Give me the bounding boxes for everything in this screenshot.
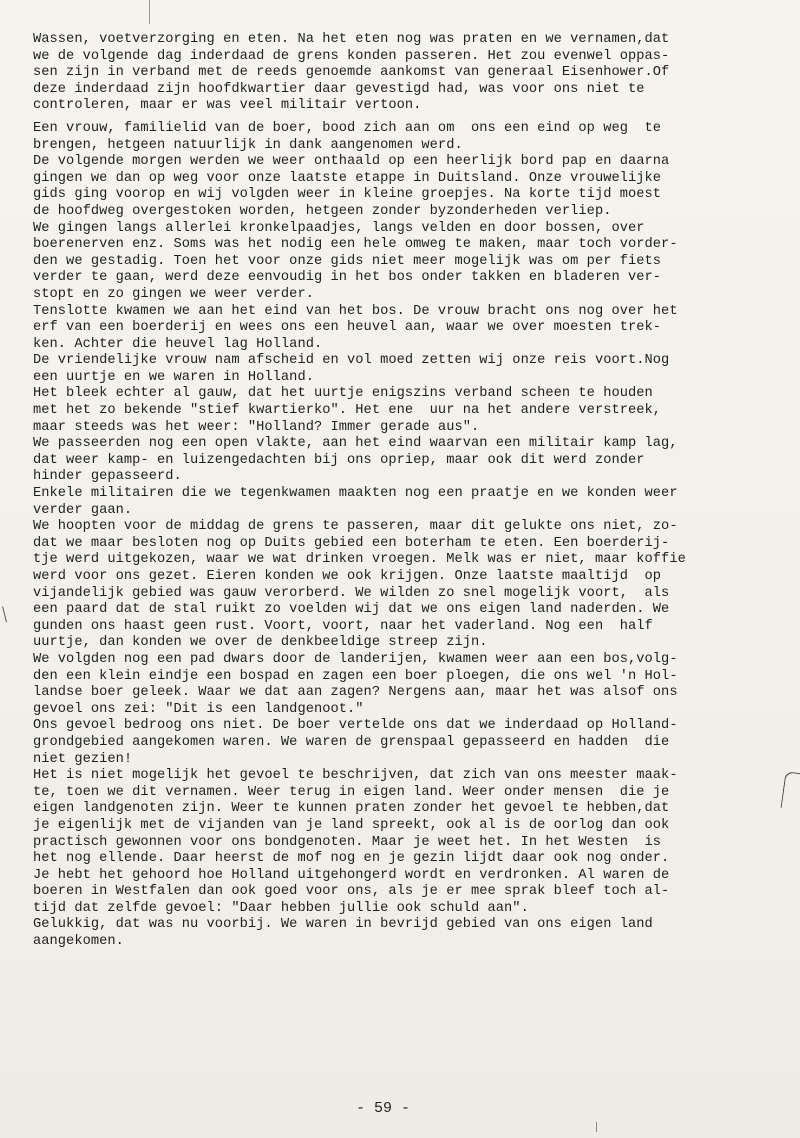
text-line: we de volgende dag inderdaad de grens konden passeren. Het zou evenwel oppas- bbox=[33, 48, 670, 64]
text-line: De volgende morgen werden we weer onthaald op een heerlijk bord pap en daarna bbox=[33, 154, 670, 170]
text-line: verder te gaan, werd deze eenvoudig in het bos onder takken en bladeren ver- bbox=[33, 270, 662, 286]
text-line: controleren, maar er was veel militair vertoon. bbox=[33, 98, 422, 114]
text-line: uurtje, dan konden we over de denkbeeldige streep zijn. bbox=[33, 635, 488, 651]
text-line: We passeerden nog een open vlakte, aan het eind waarvan een militair kamp lag, bbox=[33, 436, 678, 452]
text-line: boeren in Westfalen dan ook goed voor ons, als je er mee sprak bleef toch al- bbox=[33, 884, 670, 900]
text-line: Je hebt het gehoord hoe Holland uitgehongerd wordt en verdronken. Al waren de bbox=[33, 867, 670, 883]
text-line: een uurtje en we waren in Holland. bbox=[33, 369, 314, 385]
text-line: niet gezien! bbox=[33, 751, 133, 767]
text-line: dat weer kamp- en luizengedachten bij ons opriep, maar ook dit werd zonder bbox=[33, 452, 645, 468]
text-line: stopt en zo gingen we weer verder. bbox=[33, 286, 314, 302]
text-line: te, toen we dit vernamen. Weer terug in eigen land. Weer onder mensen die je bbox=[33, 784, 670, 800]
text-line: het nog ellende. Daar heerst de mof nog en je gezin lijdt daar ook nog onder. bbox=[33, 851, 670, 867]
text-line: Gelukkig, dat was nu voorbij. We waren in bevrijd gebied van ons eigen land bbox=[33, 917, 653, 933]
text-line: Wassen, voetverzorging en eten. Na het eten nog was praten en we vernamen,dat bbox=[33, 32, 670, 47]
text-line: We hoopten voor de middag de grens te passeren, maar dit gelukte ons niet, zo- bbox=[33, 519, 678, 535]
text-line: de hoofdweg overgestoken worden, hetgeen zonder byzonderheden verliep. bbox=[33, 203, 612, 219]
text-line: landse boer geleek. Waar we dat aan zagen? Nergens aan, maar het was alsof ons bbox=[33, 685, 678, 701]
text-line: Een vrouw, familielid van de boer, bood zich aan om ons een eind op weg te bbox=[33, 120, 662, 136]
margin-pencil-mark bbox=[2, 606, 10, 622]
text-line: erf van een boerderij en wees ons een heuvel aan, waar we over moesten trek- bbox=[33, 320, 662, 336]
text-line: je eigenlijk met de vijanden van je land spreekt, ook al is de oorlog dan ook bbox=[33, 817, 670, 833]
text-line: eigen landgenoten zijn. Weer te kunnen praten zonder het gevoel te hebben,dat bbox=[33, 801, 670, 817]
text-line: een paard dat de stal ruikt zo voelden wij dat we ons eigen land naderden. We bbox=[33, 602, 670, 618]
text-line: hinder gepasseerd. bbox=[33, 469, 182, 485]
text-line: gids ging voorop en wij volgden weer in kleine groepjes. Na korte tijd moest bbox=[33, 187, 662, 203]
text-line: De vriendelijke vrouw nam afscheid en vol moed zetten wij onze reis voort.Nog bbox=[33, 353, 670, 369]
text-line: gunden ons haast geen rust. Voort, voort, naar het vaderland. Nog een half bbox=[33, 618, 653, 634]
page-number: - 59 - bbox=[356, 1100, 411, 1117]
text-line: gingen we dan op weg voor onze laatste etappe in Duitsland. Onze vrouwelijke bbox=[33, 170, 662, 186]
text-line: tijd dat zelfde gevoel: "Daar hebben jullie ook schuld aan". bbox=[33, 900, 529, 916]
text-line: werd voor ons gezet. Eieren konden we ook krijgen. Onze laatste maaltijd op bbox=[33, 569, 662, 584]
text-line: met het zo bekende "stief kwartierko". Het ene uur na het andere verstreek, bbox=[33, 403, 662, 419]
text-line: ken. Achter die heuvel lag Holland. bbox=[33, 336, 323, 352]
text-line: We gingen langs allerlei kronkelpaadjes, langs velden en door bossen, over bbox=[33, 220, 645, 236]
text-line: We volgden nog een pad dwars door de landerijen, kwamen weer aan een bos,volg- bbox=[33, 651, 678, 667]
text-line: maar steeds was het weer: "Holland? Immer gerade aus". bbox=[33, 419, 480, 435]
text-line: brengen, hetgeen natuurlijk in dank aangenomen werd. bbox=[33, 137, 463, 153]
text-line: den een klein eindje een bospad en zagen een boer ploegen, die ons wel 'n Hol- bbox=[33, 668, 678, 684]
text-line: Het is niet mogelijk het gevoel te beschrijven, dat zich van ons meester maak- bbox=[33, 768, 678, 784]
text-line: boerenerven enz. Soms was het nodig een hele omweg te maken, maar toch vorder- bbox=[33, 237, 678, 253]
text-line: sen zijn in verband met de reeds genoemde aankomst van generaal Eisenhower.Of bbox=[33, 65, 670, 81]
text-line: gevoel ons zei: "Dit is een landgenoot." bbox=[33, 701, 364, 717]
text-line: dat we maar besloten nog op Duits gebied een boterham te eten. Een boerderij- bbox=[33, 535, 670, 551]
text-line: practisch gewonnen voor ons bondgenoten. Maar je weet het. In het Westen is bbox=[33, 834, 662, 850]
text-line: tje werd uitgekozen, waar we wat drinken vroegen. Melk was er niet, maar koffie bbox=[33, 552, 686, 568]
text-line: aangekomen. bbox=[33, 934, 124, 950]
text-line: den we gestadig. Toen het voor onze gids niet meer mogelijk was om per fiets bbox=[33, 253, 662, 269]
body-text bbox=[33, 32, 785, 951]
paper-mark bbox=[596, 1122, 597, 1132]
text-line: Enkele militairen die we tegenkwamen maakten nog een praatje en we konden weer bbox=[33, 486, 678, 502]
text-line: Tenslotte kwamen we aan het eind van het bos. De vrouw bracht ons nog over het bbox=[33, 303, 678, 319]
text-line: vijandelijk gebied was gauw verorberd. We wilden zo snel mogelijk voort, als bbox=[33, 585, 670, 601]
text-line: Het bleek echter al gauw, dat het uurtje enigszins verband scheen te houden bbox=[33, 386, 653, 402]
paper-mark bbox=[149, 0, 150, 24]
text-line: Ons gevoel bedroog ons niet. De boer vertelde ons dat we inderdaad op Holland- bbox=[33, 718, 678, 734]
text-line: grondgebied aangekomen waren. We waren de grenspaal gepasseerd en hadden die bbox=[33, 734, 670, 750]
text-line: verder gaan. bbox=[33, 502, 133, 518]
text-line: deze inderdaad zijn hoofdkwartier daar gevestigd had, was voor ons niet te bbox=[33, 81, 645, 97]
